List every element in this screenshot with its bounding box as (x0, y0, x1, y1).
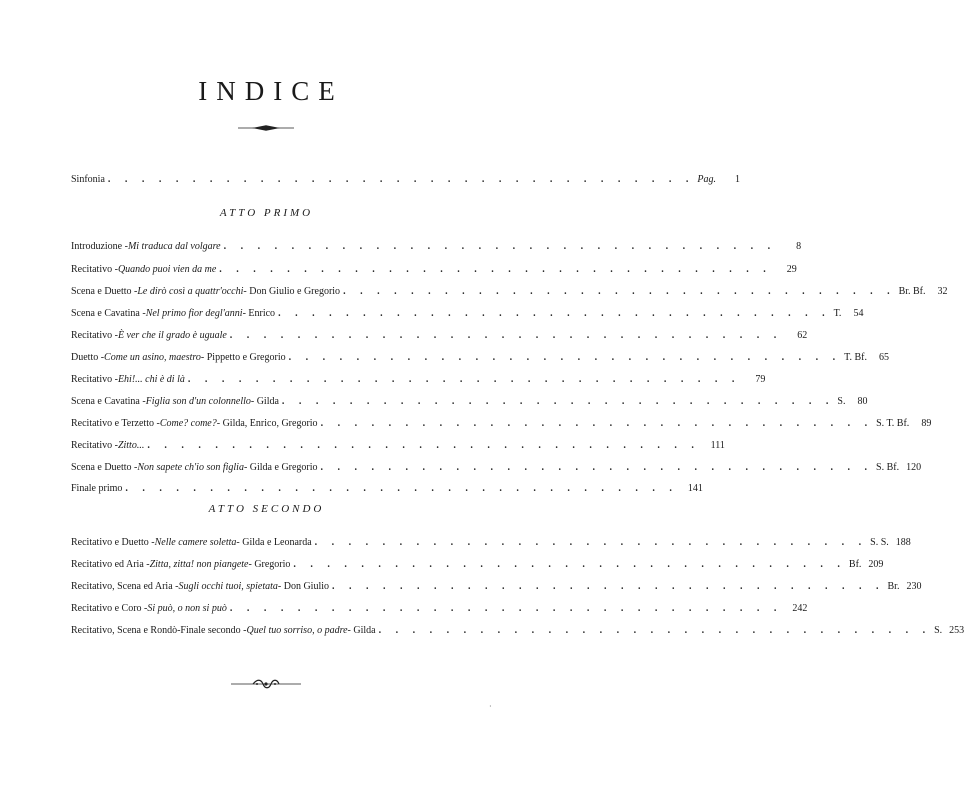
page-number: 29 (786, 264, 797, 275)
entry-row (71, 329, 808, 343)
ornament-divider-top (238, 124, 294, 132)
entry-incipit: È ver che il grado è uguale (117, 330, 227, 341)
entry-label: Recitativo - (71, 264, 118, 275)
entry-label: Recitativo - (71, 330, 118, 341)
entry-label: Recitativo - (71, 374, 118, 385)
dot-leader: . . . . . . . . . . . . . . . . . . . . . . . . . . . . . . . . . (229, 330, 783, 341)
entry-characters: - Gilda e Gregorio (243, 462, 318, 473)
entry-voices: T. Bf. (844, 352, 867, 363)
entry-label: Recitativo e Duetto - (71, 537, 155, 548)
entry-label: Recitativo ed Aria - (71, 559, 150, 570)
entry-incipit: Nelle camere soletta (154, 537, 237, 548)
entry-row (71, 624, 964, 638)
scan-speck: · (489, 702, 492, 711)
dot-leader: . . . . . . . . . . . . . . . . . . . . . . . . . . . . . . . . . (147, 440, 700, 451)
page-number: 89 (921, 418, 932, 429)
entry-characters: - Don Giulio (277, 581, 330, 592)
entry-label: Recitativo, Scena e Rondò-Finale secondo - (71, 625, 247, 636)
page-number: 65 (878, 352, 889, 363)
entry-row (71, 307, 864, 321)
dot-leader: . . . . . . . . . . . . . . . . . . . . . . . . . . . . . . . . . (278, 308, 831, 319)
entry-incipit: Le dirò così a quattr'occhi (137, 286, 244, 297)
page-title: INDICE (198, 76, 344, 106)
dot-leader: . . . . . . . . . . . . . . . . . . . . . . . . . . . . . . . . . (320, 418, 874, 429)
entry-voices: S. T. Bf. (876, 418, 910, 429)
page-number: 141 (687, 483, 703, 494)
entry-label: Recitativo e Terzetto - (71, 418, 160, 429)
entry-characters: - Gilda (250, 396, 279, 407)
page-number: 1 (735, 174, 740, 185)
entry-label: Scena e Duetto - (71, 462, 138, 473)
entry-incipit: Quando puoi vien da me (117, 264, 217, 275)
entry-row (71, 536, 911, 550)
entry-characters: - Enrico (242, 308, 276, 319)
dot-leader: . . . . . . . . . . . . . . . . . . . . . . . . . . . . . . . . . (288, 352, 842, 363)
entry-label: Duetto - (71, 352, 105, 363)
entry-row (71, 461, 922, 475)
entry-row (71, 373, 766, 387)
entry-characters: - Pippetto e Gregorio (200, 352, 286, 363)
page-number: 32 (937, 286, 948, 297)
entry-sinfonia (71, 173, 740, 187)
entry-row (71, 439, 725, 453)
entry-voices: S. Bf. (876, 462, 900, 473)
entry-row (71, 602, 808, 616)
entry-row (71, 417, 932, 431)
entry-incipit: Figlia son d'un colonnello (145, 396, 251, 407)
page-number: 253 (949, 625, 964, 636)
dot-leader: . . . . . . . . . . . . . . . . . . . . . . . . . . . . . . . . . (332, 581, 885, 592)
dot-leader: . . . . . . . . . . . . . . . . . . . . . . . . . . . . . . . . . (343, 286, 896, 297)
dot-leader: . . . . . . . . . . . . . . . . . . . . . . . . . . . . . . . . . (320, 462, 874, 473)
dot-leader: . . . . . . . . . . . . . . . . . . . . . . . . . . . . . . . . . . . (107, 174, 695, 185)
entry-row (71, 580, 922, 594)
page-number: 80 (857, 396, 868, 407)
page-number: 120 (906, 462, 922, 473)
entry-incipit: Mi traduca dal volgare (127, 241, 221, 252)
page-number: 242 (792, 603, 808, 614)
act-heading-second: ATTO SECONDO (208, 503, 325, 515)
entry-incipit: Non sapete ch'io son figlia (137, 462, 244, 473)
entry-characters: - Don Giulio e Gregorio (243, 286, 341, 297)
entry-row (71, 240, 802, 254)
entry-incipit: Ehi!... chi è di là (117, 374, 185, 385)
entry-incipit: Quel tuo sorriso, o padre (246, 625, 348, 636)
entry-voices: S. (837, 396, 846, 407)
page-number: 62 (797, 330, 808, 341)
dot-leader: . . . . . . . . . . . . . . . . . . . . . . . . . . . . . . . . . (293, 559, 846, 570)
entry-label: Scena e Duetto - (71, 286, 138, 297)
entry-row (71, 263, 797, 277)
entry-incipit: Nel primo fior degl'anni (145, 308, 243, 319)
dot-leader: . . . . . . . . . . . . . . . . . . . . . . . . . . . . . . . . . (229, 603, 783, 614)
entry-voices: Br. Bf. (898, 286, 926, 297)
entry-characters: - Gilda (347, 625, 376, 636)
dot-leader: . . . . . . . . . . . . . . . . . . . . . . . . . . . . . . . . . (314, 537, 868, 548)
entry-voices: Bf. (848, 559, 862, 570)
entry-voices: T. (833, 308, 842, 319)
page-number: 79 (755, 374, 766, 385)
entry-incipit: Come? come? (159, 418, 217, 429)
dot-leader: . . . . . . . . . . . . . . . . . . . . . . . . . . . . . . . . . (281, 396, 835, 407)
page-number: 8 (796, 241, 802, 252)
dot-leader: . . . . . . . . . . . . . . . . . . . . . . . . . . . . . . . . . (219, 264, 772, 275)
entry-characters: - Gregorio (248, 559, 291, 570)
page-number: 230 (906, 581, 922, 592)
page-number: 111 (710, 440, 725, 451)
entry-label: Finale primo (71, 483, 123, 494)
dot-leader: . . . . . . . . . . . . . . . . . . . . . . . . . . . . . . . . . (187, 374, 741, 385)
dot-leader: . . . . . . . . . . . . . . . . . . . . . . . . . . . . . . . . . (223, 241, 777, 252)
entry-voices: Br. (887, 581, 900, 592)
page-number: 188 (895, 537, 911, 548)
page-number: 209 (868, 559, 884, 570)
entry-row (71, 482, 703, 496)
entry-voices: S. S. (870, 537, 889, 548)
entry-row (71, 558, 884, 572)
entry-characters: - Gilda, Enrico, Gregorio (216, 418, 318, 429)
entry-row (71, 285, 948, 299)
ornament-divider-bottom (231, 678, 301, 690)
entry-characters: - Gilda e Leonarda (236, 537, 312, 548)
entry-incipit: Zitto... (117, 440, 145, 451)
entry-label: Sinfonia (71, 174, 105, 185)
pag-label: Pag. (697, 174, 716, 185)
entry-label: Scena e Cavatina - (71, 396, 146, 407)
entry-row (71, 395, 868, 409)
entry-incipit: Si può, o non si può (147, 603, 227, 614)
entry-incipit: Come un asino, maestro (104, 352, 201, 363)
entry-label: Recitativo, Scena ed Aria - (71, 581, 179, 592)
entry-label: Introduzione - (71, 241, 128, 252)
entry-label: Scena e Cavatina - (71, 308, 146, 319)
entry-incipit: Sugli occhi tuoi, spietata (178, 581, 278, 592)
dot-leader: . . . . . . . . . . . . . . . . . . . . . . . . . . . . . . . . . (378, 625, 932, 636)
dot-leader: . . . . . . . . . . . . . . . . . . . . . . . . . . . . . . . . . (125, 483, 678, 494)
entry-row (71, 351, 889, 365)
entry-label: Recitativo - (71, 440, 118, 451)
entry-voices: S. (934, 625, 943, 636)
entry-label: Recitativo e Coro - (71, 603, 148, 614)
entry-incipit: Zitta, zitta! non piangete (149, 559, 249, 570)
act-heading-first: ATTO PRIMO (219, 207, 314, 219)
page-number: 54 (853, 308, 864, 319)
